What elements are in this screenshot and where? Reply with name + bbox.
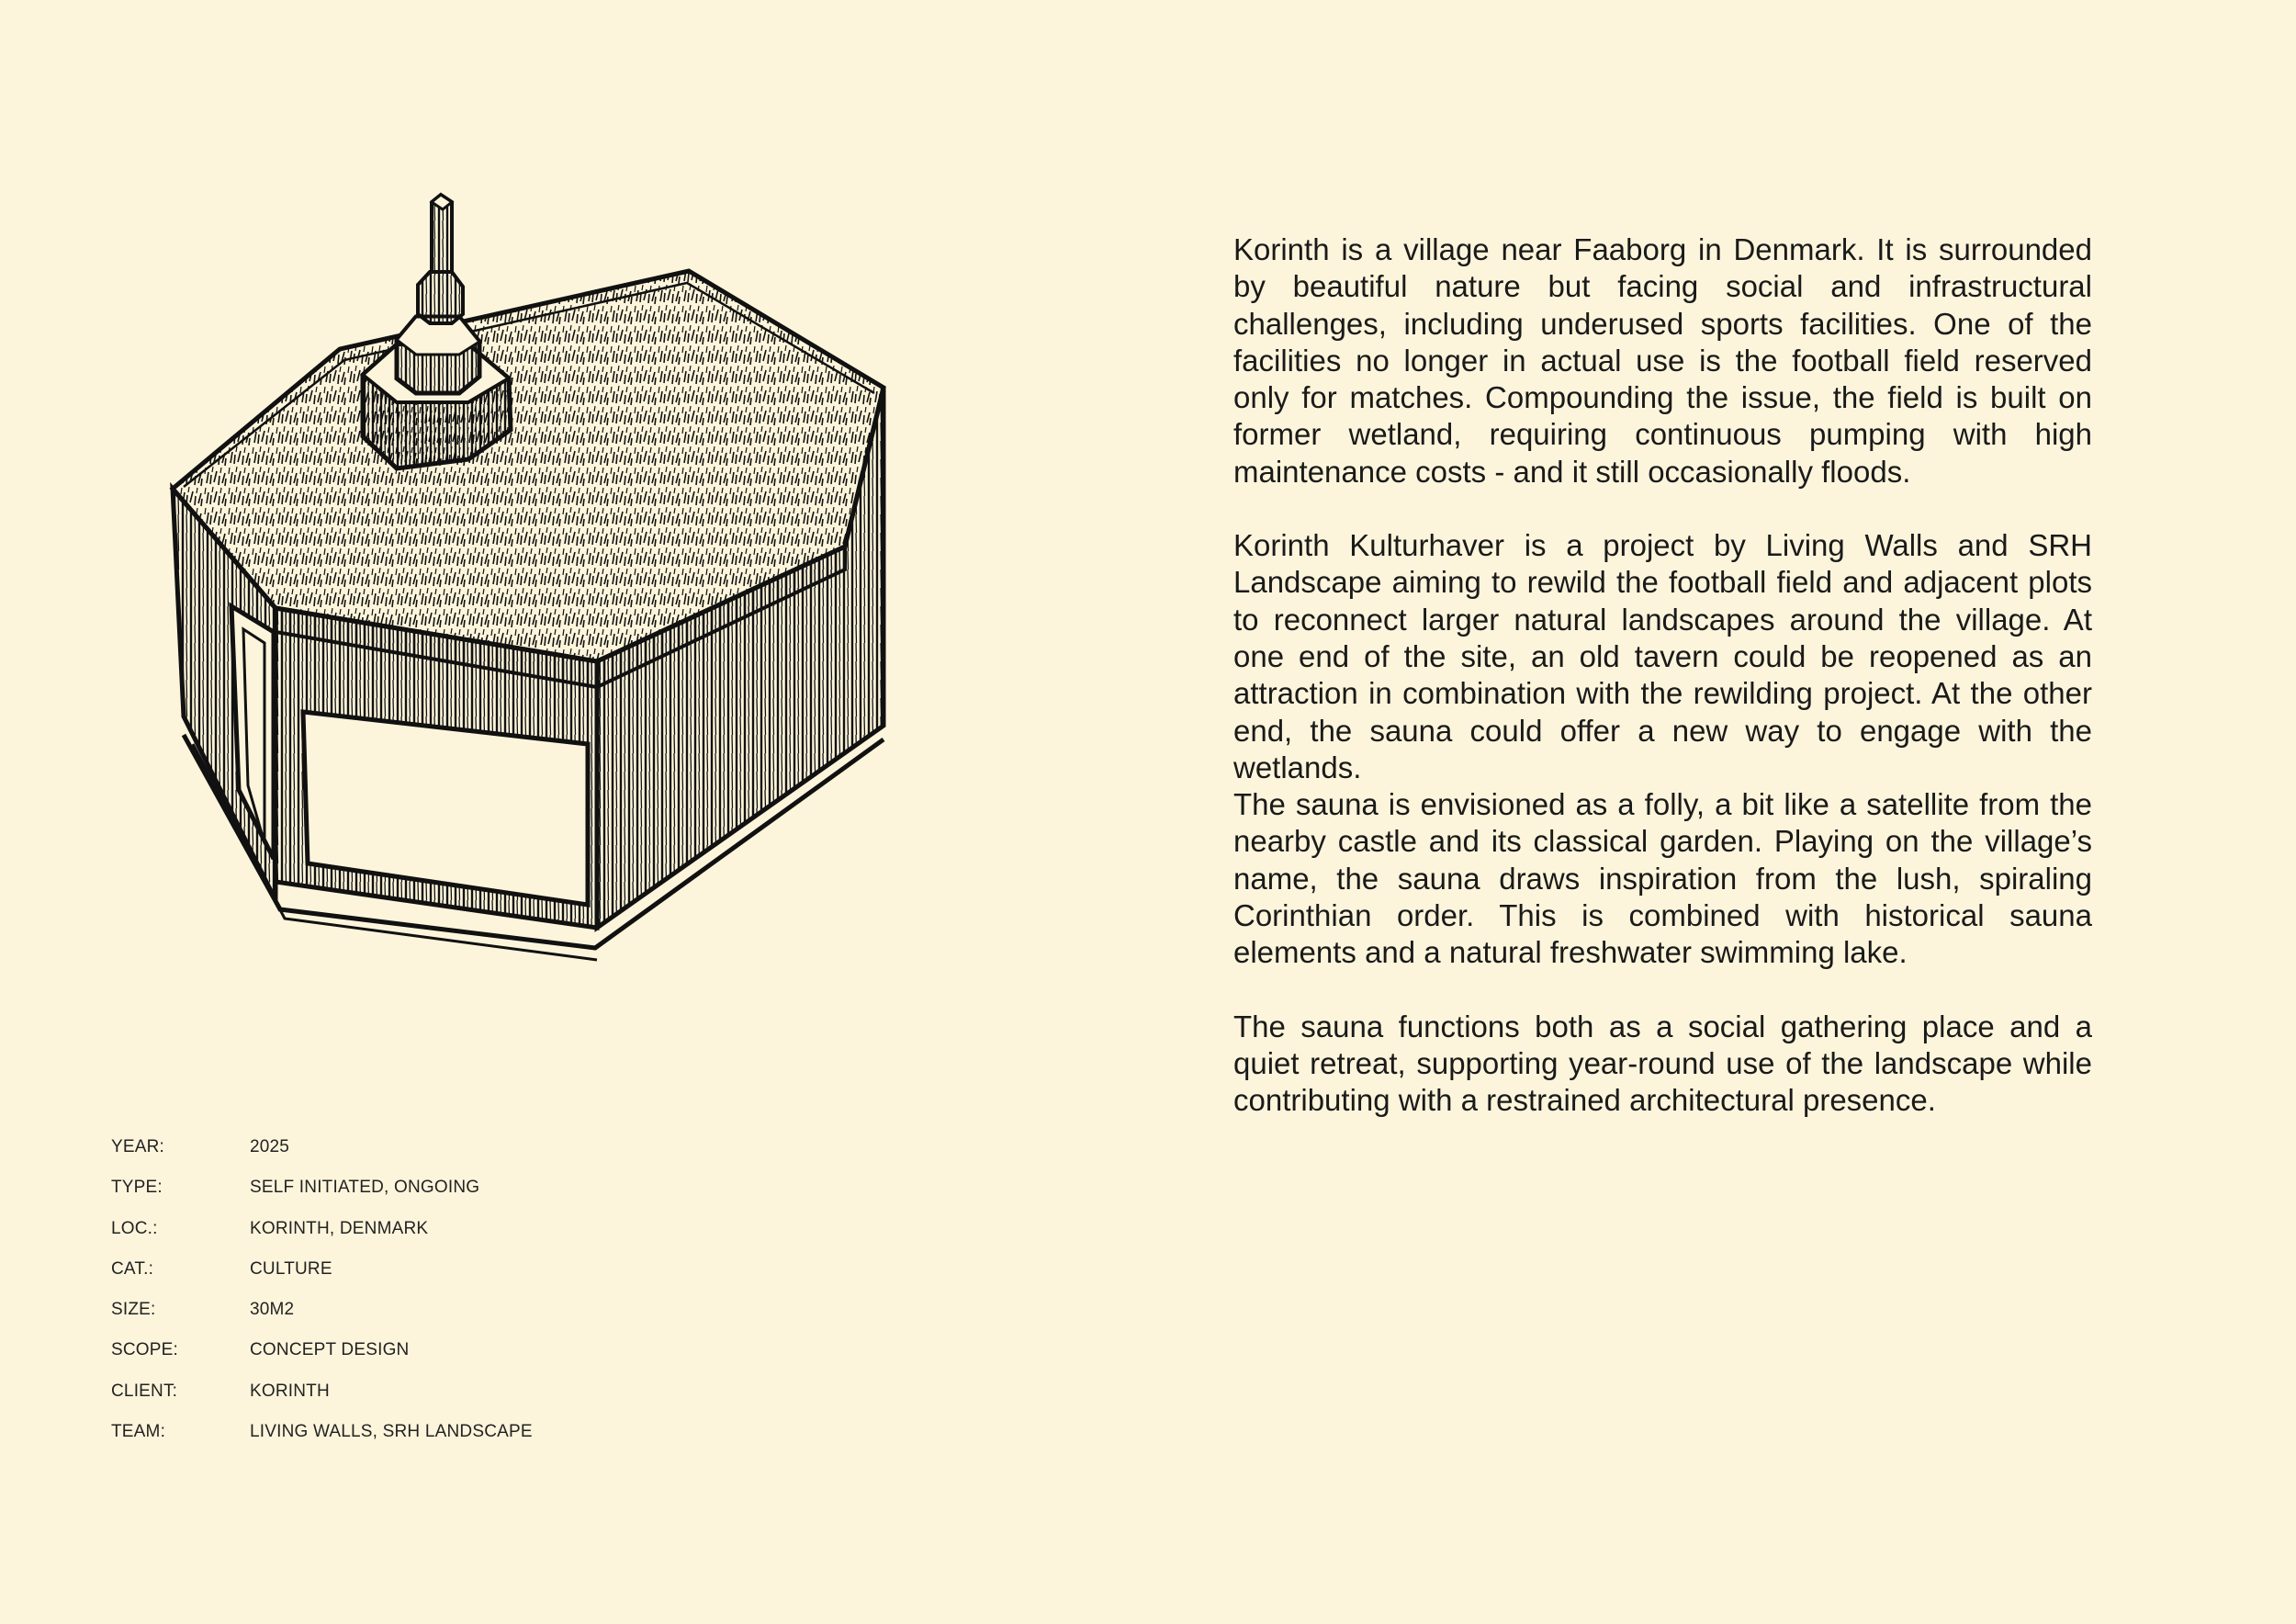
meta-key: CAT.: — [111, 1258, 154, 1279]
meta-value: 2025 — [250, 1137, 290, 1156]
meta-row-type — [111, 1178, 754, 1218]
meta-key: TYPE: — [111, 1178, 163, 1198]
meta-row-category — [111, 1259, 754, 1300]
meta-row-client — [111, 1382, 754, 1422]
meta-key: YEAR: — [111, 1137, 165, 1156]
meta-value: CONCEPT DESIGN — [250, 1340, 410, 1360]
description-paragraph-project: Korinth Kulturhaver is a project by Living Walls and SRH Landscape aiming to rewild the football field and adjacent plots to reconnect larger natural landscapes around the village. At one end of the site, an old tavern could be reopened as an attraction in combination with the rewilding project. At the other end, the sauna could offer a new way to engage with the wetlands. — [1233, 528, 2092, 784]
meta-value: LIVING WALLS, SRH LANDSCAPE — [250, 1422, 533, 1442]
meta-row-size — [111, 1300, 754, 1340]
meta-row-team — [111, 1422, 754, 1462]
meta-key: CLIENT: — [111, 1381, 178, 1401]
sauna-sketch — [156, 184, 909, 992]
sauna-illustration — [156, 184, 909, 992]
meta-row-location — [111, 1219, 754, 1259]
meta-key: TEAM: — [111, 1422, 166, 1442]
meta-value: SELF INITIATED, ONGOING — [250, 1178, 480, 1198]
meta-key: SIZE: — [111, 1300, 156, 1320]
meta-value: KORINTH, DENMARK — [250, 1218, 429, 1238]
project-description — [1233, 231, 2092, 1120]
meta-row-year — [111, 1137, 754, 1178]
meta-key: SCOPE: — [111, 1340, 178, 1360]
meta-key: LOC.: — [111, 1218, 158, 1238]
description-paragraph-concept: The sauna is envisioned as a folly, a bit like a satellite from the nearby castle and its classical garden. Playing on the village’s name, the sauna draws inspiration from the lush, spiraling Corinthian order. This is combined with historical sauna elements and a natural freshwater swimming lake. — [1233, 787, 2092, 970]
meta-row-scope — [111, 1340, 754, 1381]
description-paragraph-function: The sauna functions both as a social gathering place and a quiet retreat, supporting year-round use of the landscape while contributing with a restrained architectural presence. — [1233, 1009, 2092, 1118]
project-meta-table — [111, 1137, 754, 1462]
meta-value: KORINTH — [250, 1381, 330, 1401]
description-paragraph-context: Korinth is a village near Faaborg in Denmark. It is surrounded by beautiful nature but facing social and infrastructural challenges, including underused sports facilities. One of the facilities no longer in actual use is the football field reserved only for matches. Compounding the issue, the field is built on former wetland, requiring continuous pumping with high maintenance costs - and it still occasionally floods. — [1233, 232, 2092, 489]
meta-value: 30M2 — [250, 1300, 295, 1320]
meta-value: CULTURE — [250, 1258, 332, 1279]
